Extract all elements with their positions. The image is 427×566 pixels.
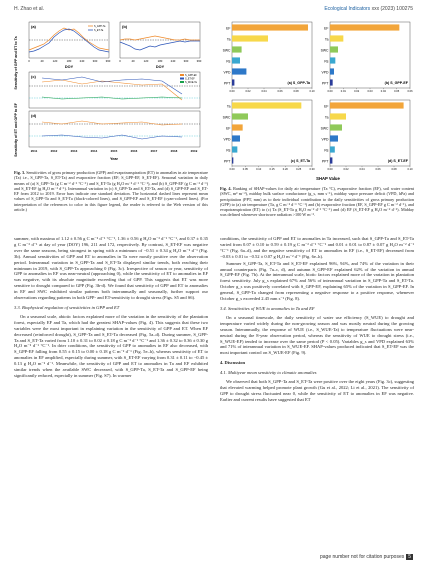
fig4-category-label: VPD — [321, 70, 329, 75]
fig4-panel-1 — [321, 22, 413, 93]
fig4-category-label: Ta — [324, 115, 329, 120]
fig4-tick-label: 0.00 — [229, 168, 235, 172]
fig3-doy-axis-b — [119, 59, 202, 63]
fig4-caption-label: Fig. 4. — [220, 186, 232, 191]
fig3-caption-label: Fig. 3. — [14, 170, 26, 175]
year-tick: 2017 — [150, 149, 158, 153]
fig4-tick-label: 0.04 — [380, 90, 386, 94]
doy-tick: 240 — [79, 59, 85, 63]
fig3-panel-c — [29, 72, 200, 108]
fig4-caption — [220, 186, 414, 218]
year-tick: 2019 — [190, 149, 198, 153]
fig4-tick-label: 0.02 — [354, 90, 360, 94]
fig4-category-label: EF — [226, 126, 231, 131]
fig4-tick-label: 0.03 — [367, 90, 373, 94]
fig4-bar — [232, 24, 308, 30]
fig3-xlabel-b: DOY — [155, 65, 165, 69]
fig3-legend-a-1: S_GPP-Ta — [94, 25, 106, 28]
fig4-bar — [330, 68, 334, 74]
fig4-category-label: Ta — [324, 37, 329, 42]
section-3-4-title: 3.4. Sensitivities of WUE to anomalies in Ta and EF — [220, 305, 315, 311]
year-tick: 2011 — [30, 149, 38, 153]
fig4-bar — [330, 113, 346, 119]
fig4-tick-label: 0.02 — [245, 90, 251, 94]
doy-tick: 240 — [170, 59, 176, 63]
fig3-caption-text: Sensitivities of gross primary production (GPP) and evapotranspiration (ET) to anomalies in air temperature (Ta) i.e., S_GPP-Ta, S_ET-Ta) and evaporative fraction (EF; S_GPP-EF, S_ET-EF). Seasonal variation in daily means of (a) S_GPP-Ta (g C m⁻² d⁻¹ °C⁻¹) and S_ET-Ta (g H₂O m⁻² d⁻¹ °C⁻¹), and (b) S_GPP-EF (g C m⁻² d⁻¹) and S_ET-EF (g H₂O m⁻² d⁻¹). Interannual variation in (c) S_GPP-Ta and S_ET-Ta, and (d) S_GPP-EF and S_ET-EF from 2012 to 2019. Error bars indicate one standard deviation. The horizontal dashed lines represent mean values of S_GPP-Ta and S_ET-Ta (black-colored lines), and S_GPP-EF and S_ET-EF (cyan-colored lines). (For interpretation of the references to color in this figure legend, the reader is referred to the Web version of this article.) — [14, 170, 208, 213]
figure-4 — [218, 18, 414, 184]
doy-tick: 0 — [119, 59, 121, 63]
fig4-bar — [330, 46, 338, 52]
figure-3-svg — [12, 18, 204, 168]
fig4-category-label: SWC — [320, 126, 329, 131]
fig4-panel-title: (b) S_GPP-EF — [384, 81, 408, 85]
fig4-bar — [232, 46, 242, 52]
section-4-1-title: 4.1. Multiyear mean sensitivity to climatic anomalies — [220, 370, 317, 376]
fig3-xlabel-bottom: Year — [109, 157, 119, 161]
fig4-tick-label: 0.00 — [327, 90, 333, 94]
fig4-tick-label: 0.06 — [407, 90, 413, 94]
fig4-tick-label: 0.15 — [269, 168, 275, 172]
doy-tick: 360 — [196, 59, 202, 63]
fig4-tick-label: 0.00 — [327, 168, 333, 172]
fig3-ylabel-bottom: Sensitivity of ET and GPP to EF — [14, 103, 18, 157]
fig4-category-label: Ta — [226, 37, 231, 42]
fig3-panel-b-label: (b) — [122, 24, 128, 29]
fig4-category-label: Rs — [324, 59, 329, 64]
fig4-plot-frame — [232, 22, 312, 88]
fig4-bar — [330, 146, 335, 152]
fig3-doy-axis-a — [28, 59, 111, 63]
doy-tick: 40 — [40, 59, 44, 63]
fig4-tick-label: 0.25 — [296, 168, 302, 172]
fig4-bar — [232, 157, 233, 163]
fig4-tick-label: 0.08 — [391, 168, 397, 172]
fig3-legend-c-3: S_WUE-Ta — [185, 81, 197, 84]
fig4-tick-label: 0.05 — [394, 90, 400, 94]
fig4-tick-label: 0.06 — [277, 90, 283, 94]
fig4-tick-label: 0.10 — [309, 90, 315, 94]
fig4-tick-label: 0.20 — [282, 168, 288, 172]
fig3-xlabel-a: DOY — [64, 65, 74, 69]
fig4-category-label: PPT — [223, 159, 231, 164]
doy-tick: 300 — [183, 59, 189, 63]
fig4-bar — [232, 35, 268, 41]
footer-note: page number not for citation purposes — [320, 554, 405, 560]
doy-tick: 0 — [28, 59, 30, 63]
year-tick: 2015 — [110, 149, 118, 153]
fig4-bar — [330, 157, 332, 163]
fig4-category-label: Rs — [226, 148, 231, 153]
doy-tick: 40 — [131, 59, 135, 63]
fig4-tick-label: 0.08 — [293, 90, 299, 94]
page-header — [14, 6, 413, 16]
year-tick: 2018 — [170, 149, 178, 153]
section-4-1-paragraph: We observed that both S_GPP-Ta and S_ET-Ta were positive over the eight years (Fig. 3c), suggesting that elevated warming helped promote plant growth (Gu et al., 2022; Li et al., 2021). The sensitivity of GPP to drought stress fluctuated near 0, while the sensitivity of ET to anomalies in EF was negative. Earlier and current results have suggested that ET — [220, 379, 414, 402]
fig4-bar — [232, 124, 243, 130]
year-tick: 2014 — [90, 149, 98, 153]
page-number: 5 — [408, 554, 411, 560]
fig4-category-label: VPD — [321, 137, 329, 142]
doy-tick: 300 — [92, 59, 98, 63]
fig4-bar — [232, 102, 301, 108]
fig4-plot-frame — [330, 22, 410, 88]
fig4-bar — [330, 135, 338, 141]
fig4-tick-label: 0.06 — [375, 168, 381, 172]
fig4-category-label: SWC — [222, 115, 231, 120]
fig4-tick-label: 0.10 — [407, 168, 413, 172]
fig4-tick-label: 0.04 — [359, 168, 365, 172]
right-paragraph: conditions, the sensitivity of GPP and ET to anomalies in Ta increased, such that S_GPP-Ta and S_ET-Ta varied from 0.07 ± 0.10 to 0.59 ± 0.19 g C m⁻² d⁻¹ °C⁻¹ and 0.01 ± 0.01 to 0.87 ± 0.07 g H₂O m⁻² d⁻¹ °C⁻¹ (Fig. 6a–d), and the negative sensitivity of ET to anomalies in EF (i.e., S_ET-EF) decreased from −0.03 ± 0.01 to −0.52 ± 0.07 g H₂O m⁻² d⁻¹ (Fig. 6e–h). — [220, 236, 414, 259]
left-paragraph: summer, with maxima of 1.12 ± 0.56 g C m⁻² d⁻¹ °C⁻¹, 1.36 ± 0.56 g H₂O m⁻² d⁻¹ °C⁻¹, and 0.37 ± 0.35 g C m⁻² d⁻¹ at day of year (DOY) 196, 211 and 172, respectively. By contrast, S_ET-EF was negative over the same seasons, being strongest in spring with a minimum of −0.51 ± 0.34 g H₂O m⁻² d⁻¹ (Fig. 3b). Annual sensitivities of GPP and ET to anomalies in Ta were mostly positive over the observation period. Interannual variation in S_GPP-Ta and S_ET-Ta displayed similar trends, both reaching their minimum in 2019, with S_GPP-Ta approaching 0 (Fig. 3c). Irrespective of season or year, sensitivity of GPP to anomalies in EF was near-neutral (approaching 0), while the sensitivity of ET to anomalies in EF was negative, with its absolute magnitude exceeding that of GPP. This suggests that ET was more sensitive to drought compared to GPP (Fig. 3b-d). We found that sensitivity of GPP and ET to anomalies in EF and SWC exhibited similar patterns both interannually and seasonally, further support our observations regarding patterns in both GPP- and ET-sensitivity to drought stress (Figs. S5 and S6). — [14, 236, 208, 301]
fig4-category-label: PPT — [321, 159, 329, 164]
fig4-tick-label: 0.05 — [242, 168, 248, 172]
fig3-caption — [14, 170, 208, 212]
fig4-bar — [232, 113, 248, 119]
fig4-bar — [330, 124, 342, 130]
fig4-panel-title: (c) S_ET-Ta — [290, 159, 310, 163]
fig4-category-label: EF — [226, 26, 231, 31]
fig4-bar — [232, 79, 234, 85]
doy-tick: 180 — [66, 59, 72, 63]
fig4-category-label: EF — [324, 26, 329, 31]
fig3-panel-a-label: (a) — [31, 24, 36, 29]
fig4-category-label: PPT — [223, 81, 231, 86]
fig4-category-label: Ta — [226, 104, 231, 109]
section-4-title: 4. Discussion — [220, 360, 246, 366]
year-tick: 2016 — [130, 149, 138, 153]
fig4-bar — [330, 35, 343, 41]
fig4-category-label: SWC — [222, 48, 231, 53]
fig3-panel-d-label: (d) — [31, 113, 37, 118]
fig3-legend-a-2: S_ET-Ta — [94, 29, 104, 32]
fig4-category-label: VPD — [223, 137, 231, 142]
figure-4-svg — [218, 18, 414, 184]
fig3-legend-c-1: S_GPP-EF — [185, 74, 197, 77]
section-3-4-paragraph: On a seasonal timescale, the daily sensitivity of water use efficiency (S_WUE) to drought and temperature varied widely during the non-growing season and was mostly neutral during the growing season. Interannually, the response of WUE (i.e., S_WUE-Ta) to temperature fluctuations were near-neutral during the 8-year observation period, whereas the sensitivity of WUE to drought stress (i.e., S_WUE-EF) tended to increase over the same period (P < 0.05). Variables g_s and VPD explained 63% and 71% of interannual variation in S_WUE-EF. SHAP-values produced indicated that S_ET-EF was the most important control on S_WUE-EF (Fig. 9). — [220, 314, 414, 356]
fig4-panel-3 — [321, 100, 413, 171]
fig4-xlabel: SHAP Value — [316, 176, 340, 181]
fig4-panel-title: (a) S_GPP-Ta — [287, 81, 310, 85]
figure-3 — [12, 18, 204, 168]
doy-tick: 180 — [157, 59, 163, 63]
fig4-category-label: SWC — [320, 48, 329, 53]
fig3-panel-a — [29, 22, 109, 58]
fig4-tick-label: 0.10 — [256, 168, 262, 172]
fig4-panel-0 — [223, 22, 315, 93]
doy-tick: 120 — [143, 59, 149, 63]
fig4-tick-label: 0.04 — [261, 90, 267, 94]
page-footer — [320, 554, 413, 560]
fig4-plot-frame — [232, 100, 312, 166]
fig4-bar — [330, 57, 335, 63]
section-3-3-title: 3.3. Biophysical regulation of sensitivities in GPP and ET — [14, 304, 120, 310]
journal-info — [324, 6, 413, 12]
fig4-bar — [330, 79, 333, 85]
journal-volume: xxx (2023) 100275 — [371, 6, 413, 12]
section-3-3-paragraph: On a seasonal scale, abiotic factors explained more of the variation in the sensitivity of the plantation forest, especially EF and Ta, which had the greatest SHAP-values (Fig. 4). This suggests that these two variables were the most important in explaining variation in the sensitivity of GPP and ET. When EF decreased (reinforced drought), S_GPP-Ta and S_ET-Ta decreased (Fig. 5a–d). During summer, S_GPP-Ta and S_ET-Ta varied from 1.10 ± 0.31 to 0.02 ± 0.18 g C m⁻² d⁻¹ °C⁻¹ and 1.36 ± 0.32 to 0.36 ± 0.30 g H₂O m⁻² d⁻¹ °C⁻¹. In drier conditions, the sensitivity of GPP to anomalies in EF also decreased, with S_GPP-EF falling from 0.55 ± 0.15 to 0.00 ± 0.18 g C m⁻² d⁻¹ (Fig. 5e–h), whereas sensitivity of ET to anomalies in EF amplified, especially during summer, with S_ET-EF varying from 0.31 ± 0.11 to −0.45 ± 0.13 g H₂O m⁻² d⁻¹. Meanwhile, the sensitivity of GPP and ET to anomalies in Ta and EF exhibited similar trends when the available SWC decreased, with S_GPP-Ta, S_ET-Ta and S_GPP-EF being significantly reduced, especially in summer (Fig. S7). In warmer — [14, 313, 208, 378]
fig4-bar — [232, 68, 246, 74]
fig4-category-label: VPD — [223, 70, 231, 75]
fig3-ylabel-top: Sensitivity of GPP and ET to Ta — [14, 36, 18, 90]
doy-tick: 360 — [105, 59, 111, 63]
fig3-panel-b — [120, 22, 200, 58]
fig3-year-axis — [31, 149, 198, 153]
journal-name[interactable]: Ecological Indicators — [324, 6, 371, 12]
running-authors: H. Zhao et al. — [14, 6, 45, 12]
right-paragraph: Summer S_GPP-Ta, S_ET-Ta and S_ET-EF explained 96%, 94%, and 74% of the variation in their annual counterparts (Fig. 7a–c, d), and autumn S_GPP-EF explained 62% of the variation in annual S_GPP-EF (Fig. 7b). At the interannual scale, biotic factors explained more of the variation in plantation forest sensitivity. July g_s explained 67% and 56% of interannual variation in S_GPP-Ta and S_ET-Ta. October g_s was positively correlated with S_GPP-EF, explaining 65% of the variation in S_GPP-EF. In general, S_GPP-Ta changed from representing a negative response to a positive response, whenever October g_s exceeded 2.45 mm s⁻¹ (Fig. 8). — [220, 260, 414, 302]
fig4-category-label: PPT — [321, 81, 329, 86]
fig4-plot-frame — [330, 100, 410, 166]
right-column-text — [220, 236, 414, 404]
fig4-bar — [232, 57, 240, 63]
fig4-category-label: EF — [324, 104, 329, 109]
fig4-bar — [330, 102, 404, 108]
fig4-caption-text: Ranking of SHAP-values for daily air temperature (Ta °C), evaporative fraction (EF), soil water content (SWC, m³ m⁻³), midday bulk surface conductance (g_s, mm s⁻¹), midday vapor pressure deficit (VPD, hPa) and precipitation (PPT, mm) as to their individual contribution to the daily sensitivities of gross primary production (GPP) to (a) air temperature (Ta, g C m⁻² d⁻¹ °C⁻¹) and (b) evaporative fraction (EF, S_GPP-EF g C m⁻² d⁻¹), and evapotranspiration (ET) to (c) Ta (S_ET-Ta g H₂O m⁻² d⁻¹ °C⁻¹) and (d) EF (S_ET-EF g H₂O m⁻² d⁻¹). Midday was defined whenever shortwave radiation >100 W m⁻². — [220, 186, 414, 218]
fig3-legend-c-2: S_ET-EF — [185, 77, 195, 81]
fig4-tick-label: 0.02 — [343, 168, 349, 172]
fig4-panel-2 — [223, 100, 315, 171]
fig4-tick-label: 0.01 — [340, 90, 346, 94]
year-tick: 2012 — [50, 149, 58, 153]
fig4-bar — [330, 24, 399, 30]
fig3-panel-c-label: (c) — [31, 74, 36, 79]
fig4-bar — [232, 135, 240, 141]
year-tick: 2013 — [70, 149, 78, 153]
fig4-tick-label: 0.00 — [229, 90, 235, 94]
fig4-bar — [232, 146, 237, 152]
doy-tick: 120 — [52, 59, 58, 63]
fig4-panel-title: (d) S_ET-EF — [387, 159, 408, 163]
fig4-category-label: Rs — [324, 148, 329, 153]
left-column-text — [14, 236, 208, 380]
fig4-category-label: Rs — [226, 59, 231, 64]
fig4-tick-label: 0.30 — [309, 168, 315, 172]
fig3-panel-d — [29, 111, 200, 147]
